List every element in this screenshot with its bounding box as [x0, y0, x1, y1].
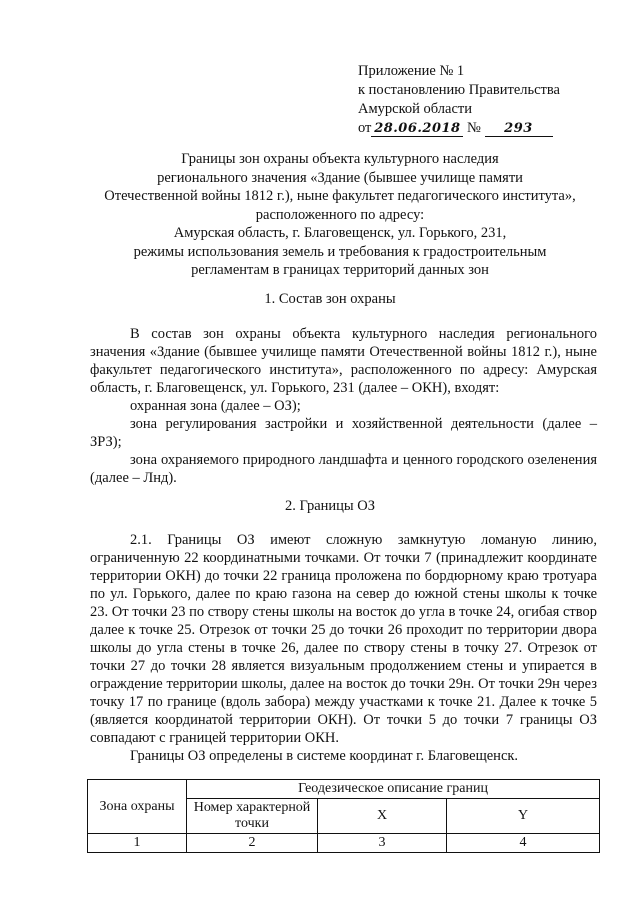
column-number-1: 1: [88, 834, 187, 853]
title-line-7: регламентам в границах территорий данных зон: [191, 262, 489, 278]
table-caption: Границы ОЗ определены в системе координат г. Благовещенск.: [130, 748, 519, 764]
date-prefix: от: [358, 120, 372, 136]
column-number-3: 3: [318, 834, 447, 853]
title-line-3: Отечественной войны 1812 г.), ныне факультет педагогического института»,: [104, 188, 576, 204]
zone-item-zrz: зона регулирования застройки и хозяйственной деятельности (далее – ЗРЗ);: [90, 416, 597, 450]
table-header-row: [88, 780, 600, 799]
section-2-heading: 2. Границы ОЗ: [284, 498, 376, 514]
header-x: X: [318, 799, 447, 834]
section-2-body: [90, 531, 597, 765]
title-line-4: расположенного по адресу:: [255, 206, 425, 223]
column-number-4: 4: [447, 834, 600, 853]
appendix-block: [358, 62, 608, 138]
number-prefix: №: [467, 120, 481, 136]
appendix-date-line: [358, 119, 608, 138]
title-line-5: Амурская область, г. Благовещенск, ул. Горького, 231,: [173, 225, 507, 241]
title-line-2: регионального значения «Здание (бывшее училище памяти: [157, 169, 523, 186]
column-number-2: 2: [187, 834, 318, 853]
zone-item-oz: охранная зона (далее – ОЗ);: [130, 398, 301, 414]
coordinates-table: [87, 779, 600, 853]
header-point-number: Номер характерной точки: [187, 799, 318, 834]
title-line-1: Границы зон охраны объекта культурного наследия: [181, 151, 499, 167]
date-value: 28.06.2018: [371, 121, 463, 137]
appendix-line-3: Амурской области: [358, 101, 472, 117]
appendix-line-1: Приложение № 1: [358, 63, 465, 79]
section-2-paragraph: 2.1. Границы ОЗ имеют сложную замкнутую ломаную линию, ограниченную 22 координатными точками. От точки 7 (принадлежит координате территории ОКН) до точки 22 граница проложена по бордюрному краю тротуара по ул. Горького, далее по краю газона на север до южной стены школы к точке 23. От точки 23 по створу стены школы на восток до угла в точке 24, огибая створ далее к точке 25. Отрезок от точки 25 до точки 26 проходит по территории двора школы до угла стены в точке 26, далее по створу стены в точку 27. Отрезок от точки 27 до точки 28 является визуальным продолжением стены и упирается в ограждение территории школы, далее на восток до точки 29н. От точки 29н через точку 17 по границе (вдоль забора) между участками к точке 21. Далее к точке 5 (является координатой территории ОКН). От точки 5 до точки 7 границы ОЗ совпадают с границей территории ОКН.: [90, 532, 597, 746]
appendix-line-2: к постановлению Правительства: [358, 82, 560, 98]
section-1-intro: В состав зон охраны объекта культурного наследия регионального значения «Здание (бывшее училище памяти Отечественной войны 1812 г.), ныне факультет педагогического института», расположенного по адресу: Амурская область, г. Благовещенск, ул. Горького, 231 (далее – ОКН), входят:: [90, 326, 597, 396]
header-geodetic: Геодезическое описание границ: [187, 780, 600, 799]
title-line-6: режимы использования земель и требования к градостроительным: [133, 243, 547, 260]
zone-item-lnd: зона охраняемого природного ландшафта и ценного городского озеленения (далее – Лнд).: [90, 452, 597, 486]
header-zone: Зона охраны: [88, 780, 187, 834]
number-value: 293: [485, 121, 553, 137]
section-1-body: [90, 325, 597, 487]
section-1-heading: 1. Состав зон охраны: [264, 291, 396, 307]
document-title: [80, 150, 600, 280]
header-y: Y: [447, 799, 600, 834]
table-row: [88, 834, 600, 853]
